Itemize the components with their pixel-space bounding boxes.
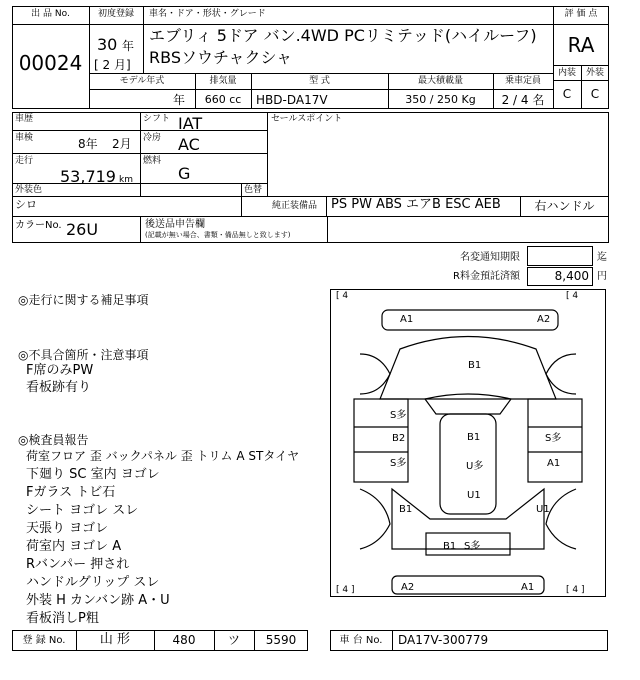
damage-b2-left: B2 (392, 433, 406, 444)
first-reg-month: [ 2 月] (94, 58, 131, 72)
lot-no: 00024 (18, 51, 83, 75)
first-reg-label: 初度登録 (97, 9, 134, 19)
color-no-label: カラーNo. (15, 220, 62, 231)
inspector-line: 荷室フロア 歪 バックパネル 歪 トリム A STタイヤ (26, 449, 300, 463)
divider (12, 183, 267, 184)
damage-u1-roof: U1 (467, 490, 481, 501)
mileage-unit: km (119, 175, 133, 185)
section2-line: 看板跡有り (26, 380, 92, 395)
mileage: 53,719 (60, 167, 116, 186)
handle: 右ハンドル (534, 199, 595, 213)
divider (553, 80, 609, 81)
divider (12, 153, 267, 154)
damage-u-roof: U多 (466, 461, 484, 472)
divider (267, 112, 268, 196)
fuel-label: 燃料 (143, 156, 162, 166)
damage-a1-rear: A1 (521, 582, 535, 593)
ext-color: シロ (15, 198, 37, 211)
recycle-value: 8,400 (554, 269, 589, 283)
damage-b1-left-rear: B1 (399, 504, 413, 515)
shift: IAT (178, 114, 203, 133)
capacity: 2 / 4 名 (501, 93, 545, 107)
windshield (425, 394, 511, 414)
model-year: 年 (172, 93, 185, 107)
max-load: 350 / 250 Kg (405, 93, 476, 106)
displacement: 660 cc (204, 93, 242, 106)
inspector-line: 荷室内 ヨゴレ A (26, 539, 122, 554)
divider (140, 216, 141, 243)
equipment: PS PW ABS エアB ESC AEB (331, 197, 501, 212)
model-year-label: モデル年式 (119, 76, 165, 86)
shaken-month: 2月 (112, 137, 132, 151)
reg-number: 5590 (265, 633, 297, 647)
first-reg-year: 30 (97, 35, 118, 54)
ac-label: 冷房 (143, 133, 162, 143)
name-change-unit: 迄 (597, 252, 607, 263)
divider (327, 216, 328, 243)
section1-title: ◎走行に関する補足事項 (18, 293, 149, 307)
model-label: 型 式 (309, 76, 330, 86)
chassis-no: DA17V-300779 (398, 633, 489, 647)
history-label: 車歴 (15, 114, 34, 124)
damage-b1-hood: B1 (468, 360, 482, 371)
recycle-unit: 円 (597, 271, 607, 282)
corner-tl: [ 4 (336, 291, 349, 301)
sales-point-label: セールスポイント (271, 114, 343, 124)
section2-line: F席のみPW (26, 363, 94, 378)
shaken-label: 車検 (15, 133, 34, 143)
ac: AC (178, 135, 200, 154)
inspector-line: 天張り ヨゴレ (26, 521, 109, 536)
damage-a2-rear: A2 (401, 582, 415, 593)
grade-label: 評 価 点 (564, 9, 598, 19)
recycle-label: R料金預託済額 (453, 271, 520, 282)
divider (89, 73, 553, 74)
inspector-line: シート ヨゴレ スレ (26, 503, 139, 518)
year-unit: 年 (122, 39, 135, 53)
divider (553, 24, 609, 25)
color-change-label: 色替 (244, 185, 263, 195)
damage-s-left-rear: S多 (390, 458, 407, 469)
reg-no-label: 登 録 No. (22, 635, 66, 646)
ext-color-label: 外装色 (15, 185, 43, 195)
damage-s-right: S多 (545, 433, 562, 444)
front-right-arch (546, 354, 576, 394)
chassis-no-label: 車 台 No. (339, 635, 383, 646)
inspector-line: 下廻り SC 室内 ヨゴレ (26, 467, 160, 482)
corner-bl: [ 4 ] (336, 585, 355, 595)
divider (89, 24, 553, 25)
rear-left-arch (360, 489, 390, 549)
name-change-value-box (527, 246, 593, 266)
shift-label: シフト (143, 114, 171, 124)
divider (12, 130, 267, 131)
name-change-label: 名変通知期限 (460, 252, 520, 263)
inspector-line: 看板消しP粗 (26, 611, 99, 626)
divider (392, 630, 393, 651)
interior-grade: C (562, 87, 572, 101)
inspector-line: 外装 H カンバン跡 A・U (26, 593, 170, 608)
shaken-year: 8年 (78, 137, 98, 151)
damage-b1-roof: B1 (467, 432, 481, 443)
color-no: 26U (66, 220, 99, 239)
damage-s-rear: S多 (464, 541, 481, 552)
damage-b1-rear: B1 (443, 541, 457, 552)
front-left-arch (360, 354, 390, 394)
divider (326, 196, 327, 216)
vehicle-desc-line1: エブリィ 5ドア バン.4WD PCリミテッド(ハイルーフ) (149, 26, 537, 45)
mileage-label: 走行 (15, 156, 34, 166)
interior-label: 内装 (557, 68, 576, 78)
vehicle-desc-label: 車名・ドア・形状・グレード (149, 9, 266, 19)
section2-title: ◎不具合箇所・注意事項 (18, 348, 149, 362)
inspector-line: Fガラス トビ石 (26, 485, 116, 500)
inspector-line: ハンドルグリップ スレ (26, 575, 160, 590)
after-parts-sub: (記載が無い場合、書類・備品無しと致します) (145, 231, 291, 239)
divider (89, 89, 553, 90)
damage-u1-right-rear: U1 (536, 504, 550, 515)
displacement-label: 排気量 (209, 76, 237, 86)
damage-s-left-front: S多 (390, 410, 407, 421)
fuel: G (178, 164, 191, 183)
damage-a2-front: A2 (537, 314, 551, 325)
lot-no-label: 出 品 No. (31, 9, 70, 19)
section3-title: ◎検査員報告 (18, 433, 89, 447)
corner-br: [ 4 ] (566, 585, 585, 595)
exterior-grade: C (590, 87, 600, 101)
reg-class: 480 (172, 633, 196, 647)
damage-a1-right: A1 (547, 458, 561, 469)
divider (143, 6, 144, 73)
vehicle-desc-line2: RBSソウチャクシャ (149, 48, 293, 67)
divider (241, 183, 242, 216)
equipment-label: 純正装備品 (272, 201, 318, 211)
divider (12, 216, 609, 217)
exterior-label: 外装 (585, 68, 604, 78)
grade-value: RA (567, 33, 595, 57)
capacity-label: 乗車定員 (504, 76, 541, 86)
inspector-line: Rバンパー 押され (26, 557, 130, 572)
divider (12, 24, 89, 25)
max-load-label: 最大積載量 (417, 76, 463, 86)
corner-tr: [ 4 (566, 291, 579, 301)
model: HBD-DA17V (256, 93, 328, 107)
after-parts-label: 後送品申告欄 (145, 219, 205, 230)
damage-a1-front: A1 (400, 314, 414, 325)
rear-right-arch (546, 489, 576, 549)
reg-kana: ツ (227, 633, 240, 647)
reg-area: 山 形 (99, 632, 131, 647)
